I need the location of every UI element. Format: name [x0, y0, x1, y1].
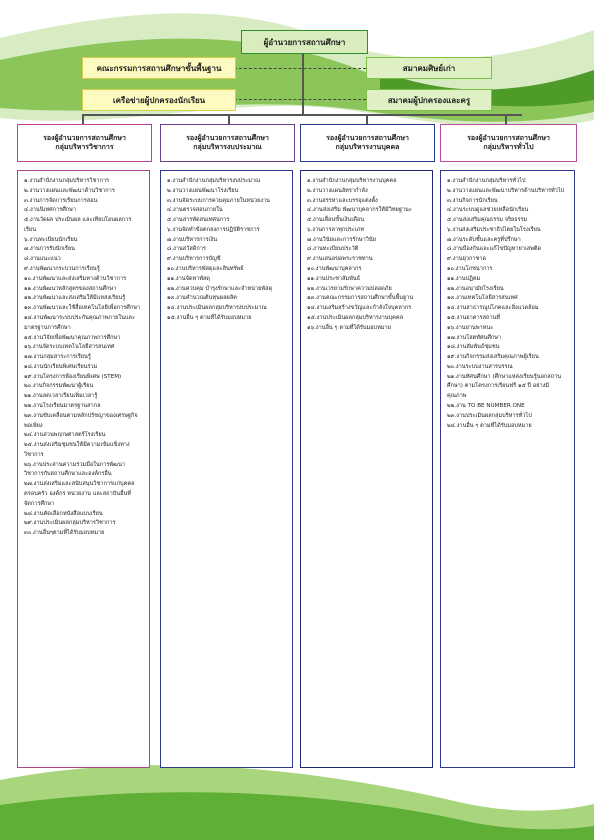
connector-line: [302, 54, 304, 114]
dept-header-personnel: [300, 124, 435, 162]
task-item: ๑๑.งานจัดหาพัสดุ: [167, 275, 211, 282]
task-item: ๒๑.งานลดเวลาเรียนเพิ่มเวลารู้: [24, 393, 98, 400]
dashed-connector: [234, 68, 366, 69]
task-item: ๑๕.งานวิจัยเพื่อพัฒนาคุณภาพการศึกษา: [24, 334, 121, 341]
task-item: ๑๑.งานประชาสัมพันธ์: [307, 275, 361, 282]
task-item: ๑๗.งานโสตทัศนศึกษา: [447, 334, 502, 341]
connector-line: [82, 114, 522, 116]
task-item: ๒๖.งานประสานความร่วมมือในการพัฒนาวิชาการกับสถานศึกษาและองค์กรอื่น: [24, 461, 126, 478]
dashed-connector: [234, 99, 366, 100]
task-item: ๑๒.งานเวรยามรักษาความปลอดภัย: [307, 285, 392, 292]
task-item: ๑๑.งานพัฒนาหลักสูตรของสถานศึกษา: [24, 285, 117, 292]
task-item: ๑๖.งานจัดระบบเทคโนโลยีสารสนเทศ: [24, 344, 115, 351]
task-item: ๒๗.งานส่งเสริมและสนับสนุนวิชาการแก่บุคคล ครอบครัว องค์กร หน่วยงาน และสถาบันอื่นที่จัดการศึกษา: [24, 481, 135, 507]
task-item: ๔.งานตรวจสอบภายใน: [167, 207, 223, 214]
director-label: ผู้อำนวยการสถานศึกษา: [263, 37, 346, 47]
dept-title-line: กลุ่มบริหารวิชาการ: [55, 143, 114, 151]
dept-list-budget: [160, 170, 293, 768]
task-item: ๑๒.งานพัฒนาและส่งเสริมให้มีแหล่งเรียนรู้: [24, 295, 126, 302]
task-item: ๗.งานบริหารการเงิน: [167, 236, 218, 243]
task-item: ๑.งานสำนักงานกลุ่มบริหารงานบุคคล: [307, 178, 397, 184]
dept-list-general: [440, 170, 575, 768]
connector-line: [228, 114, 230, 124]
committee-label: คณะกรรมการสถานศึกษาขั้นพื้นฐาน: [96, 63, 222, 73]
task-item: ๑๕.งานประเมินผลกลุ่มบริหารงานบุคคล: [307, 314, 403, 321]
task-item: ๑๐.งานโภชนาการ: [447, 266, 493, 273]
task-item: ๒๔.งานอื่น ๆ ตามที่ได้รับมอบหมาย: [447, 422, 532, 429]
dept-title-line: รองผู้อำนวยการสถานศึกษา: [186, 133, 269, 142]
task-item: ๑๓.งานคณะกรรมการสถานศึกษาขั้นพื้นฐาน: [307, 295, 414, 302]
task-item: ๒.งานวางแผนอัตรากำลัง: [307, 187, 368, 194]
task-item: ๗.งานระดับชั้นและครูที่ปรึกษา: [447, 236, 521, 243]
task-list: [307, 177, 426, 334]
pta-label: สมาคมผู้ปกครองและครู: [387, 95, 471, 105]
task-item: ๑๐.งานพัฒนาบุคลากร: [307, 266, 362, 273]
task-item: ๒๒.งานโรงเรียนมาตรฐานสากล: [24, 402, 101, 409]
dept-title-line: กลุ่มบริหารทั่วไป: [483, 143, 534, 151]
task-item: ๕.งานสารพัดสนเทศนการ: [167, 217, 230, 224]
task-item: ๑๒.งานควบคุม บำรุงรักษาและจำหน่ายพัสดุ: [167, 285, 273, 292]
dept-header-general: [440, 124, 577, 162]
connector-line: [366, 114, 368, 124]
dept-title-line: รองผู้อำนวยการสถานศึกษา: [326, 133, 409, 142]
task-item: ๖.งานทะเบียนนักเรียน: [24, 236, 78, 243]
task-item: ๑๘.งานสัมพันธ์ชุมชน: [447, 344, 500, 351]
task-item: ๔.งานระบบดูแลช่วยเหลือนักเรียน: [447, 207, 529, 214]
task-item: ๒๓.งานขับเคลื่อนตามหลักปรัชญาของเศรษฐกิจพอเพียง: [24, 412, 138, 429]
dept-title-line: รองผู้อำนวยการสถานศึกษา: [43, 133, 126, 142]
task-item: ๖.งานการลาทุกประเภท: [307, 226, 365, 233]
task-item: ๑๓.งานพัฒนาและใช้สื่อเทคโนโลยีเพื่อการศึกษา: [24, 305, 141, 312]
connector-line: [505, 114, 507, 124]
task-item: ๘.งานสวัสดิการ: [167, 246, 206, 253]
task-item: ๘.งานป้องกันและแก้ไขปัญหายาเสพติด: [447, 246, 542, 253]
task-item: ๙.งานยุวกาชาด: [447, 256, 487, 263]
dept-list-academic: [17, 170, 150, 768]
task-list: [447, 177, 568, 431]
task-item: ๕.งานวัดผล ประเมินผล และเทียบโอนผลการเรียน: [24, 217, 132, 233]
director-box: [241, 30, 368, 54]
task-item: ๖.งานจัดทำข้อตกลงการปฏิบัติราชการ: [167, 226, 260, 233]
task-item: ๘.งานทะเบียนประวัติ: [307, 246, 359, 253]
task-item: ๑๔.งานเสริมสร้างขวัญและกำลังใจบุคลากร: [307, 305, 412, 312]
task-item: ๑๗.งานกลุ่มสาระการเรียนรู้: [24, 354, 91, 361]
task-item: ๒๔.งานสวนพฤกษศาสตร์โรงเรียน: [24, 432, 106, 439]
task-item: ๑.งานสำนักงานกลุ่มบริหารทั่วไป: [447, 178, 526, 184]
task-item: ๑๕.งานอาคารสถานที่: [447, 314, 501, 321]
task-item: ๘.งานแนะแนว: [24, 256, 61, 263]
task-item: ๙.งานพัฒนากระบวนการเรียนรู้: [24, 266, 100, 273]
basic-education-committee-box: [82, 57, 236, 79]
task-item: ๒๐.งานกิจกรรมพัฒนาผู้เรียน: [24, 383, 94, 390]
task-item: ๒๒.งาน TO BE NUMBER ONE: [447, 402, 525, 409]
connector-line: [82, 114, 84, 124]
task-item: ๒๘.งานคัดเลือกหนังสือแบบเรียน: [24, 510, 103, 517]
task-item: ๑.งานสำนักงานกลุ่มบริหารวิชาการ: [24, 178, 109, 184]
task-item: ๑๖.งานยานพาหนะ: [447, 324, 494, 331]
dept-list-personnel: [300, 170, 433, 768]
task-item: ๑๓.งานคำนวณต้นทุนผลผลิต: [167, 295, 237, 302]
task-item: ๒๕.งานส่งเสริมชุมชนให้มีความเข้มแข็งทางวิชาการ: [24, 442, 130, 458]
task-item: ๒.งานวางแผนและพัฒนาบริหารด้านบริหารทั่วไป: [447, 187, 565, 194]
task-item: ๒๙.งานประเมินผลกลุ่มบริหารวิชาการ: [24, 520, 116, 527]
task-item: ๒๑.งานทัศนศึกษา (ศึกษาแหล่งเรียนรู้นอกสถานศึกษา) ตามโครงการเรียนฟรี ๑๕ ปี อย่างมีคุณภาพ: [447, 373, 562, 400]
task-item: ๑๖.งานอื่น ๆ ตามที่ได้รับมอบหมาย: [307, 324, 391, 331]
task-item: ๕.งานเลื่อนขั้นเงินเดือน: [307, 217, 365, 224]
task-item: ๑๕.งานอื่น ๆ ตามที่ได้รับมอบหมาย: [167, 314, 252, 321]
task-item: ๗.งานการรับนักเรียน: [24, 246, 75, 253]
task-item: ๓.งานสรรหาและบรรจุแต่งตั้ง: [307, 197, 378, 204]
task-item: ๑๔.งานประเมินผลกลุ่มบริหารงบประมาณ: [167, 305, 267, 312]
alumni-label: สมาคมศิษย์เก่า: [402, 63, 456, 73]
alumni-association-box: [366, 57, 492, 79]
dept-title-line: รองผู้อำนวยการสถานศึกษา: [467, 133, 550, 142]
task-item: ๑๙.งานโครงการห้องเรียนพิเศษ (STEM): [24, 373, 122, 380]
dept-header-academic: [17, 124, 152, 162]
task-item: ๓๐.งานอื่นๆตามที่ได้รับมอบหมาย: [24, 530, 105, 537]
task-item: ๓.งานกิจการนักเรียน: [447, 197, 498, 204]
parent-network-box: [82, 89, 236, 111]
task-item: ๖.งานส่งเสริมประชาธิปไตยในโรงเรียน: [447, 226, 541, 233]
task-item: ๙.งานบริหารการบัญชี: [167, 256, 221, 263]
task-item: ๑๑.งานปฏิคม: [447, 275, 481, 282]
task-item: ๑๘.งานนักเรียนพิเศษเรียนร่วม: [24, 363, 98, 370]
dept-title-line: กลุ่มบริหารงบประมาณ: [193, 143, 262, 151]
task-list: [167, 177, 286, 324]
task-item: ๑๔.งานสาธารณูปโภคและสิ่งแวดล้อม: [447, 305, 539, 312]
task-item: ๙.งานเสนอขอพระราชทาน: [307, 256, 373, 263]
task-item: ๑๙.งานกิจกรรมส่งเสริมคุณภาพผู้เรียน: [447, 354, 539, 361]
dept-title-line: กลุ่มบริหารงานบุคคล: [335, 143, 400, 151]
task-item: ๒.งานวางแผนและพัฒนาด้านวิชาการ: [24, 187, 115, 194]
task-item: ๓.งานการจัดการเรียนการสอน: [24, 197, 98, 204]
task-item: ๑๔.งานพัฒนาระบบประกันคุณภาพภายในและมาตรฐานการศึกษา: [24, 314, 135, 331]
task-item: ๑๐.งานพัฒนาและส่งเสริมทางด้านวิชาการ: [24, 275, 127, 282]
task-item: ๔.งานส่งเสริม พัฒนาบุคลากรให้มีวิทยฐานะ: [307, 207, 412, 214]
task-item: ๑๐.งานบริหารพัสดุและสินทรัพย์: [167, 266, 244, 273]
task-item: ๔.งานนิเทศการศึกษา: [24, 207, 76, 214]
task-item: ๗.งานวินัยและการรักษาวินัย: [307, 236, 376, 243]
task-item: ๒.งานวางแผนพัฒนาโรงเรียน: [167, 187, 239, 194]
task-item: ๑๒.งานอนามัยโรงเรียน: [447, 285, 504, 292]
parent-network-label: เครือข่ายผู้ปกครองนักเรียน: [112, 95, 206, 105]
task-list: [24, 177, 143, 539]
task-item: ๒๓.งานประเมินผลกลุ่มบริหารทั่วไป: [447, 412, 532, 419]
dept-header-budget: [160, 124, 295, 162]
task-item: ๑๓.งานเทคโนโลยีสารสนเทศ: [447, 295, 518, 302]
task-item: ๕.งานส่งเสริมคุณธรรม จริยธรรม: [447, 217, 528, 224]
parent-teacher-association-box: [366, 89, 492, 111]
task-item: ๒๐.งานระบบงานสารบรรณ: [447, 363, 513, 370]
task-item: ๓.งานจัดระบบการควบคุมภายในหน่วยงาน: [167, 197, 271, 204]
task-item: ๑.งานสำนักงานกลุ่มบริหารงบประมาณ: [167, 178, 261, 184]
